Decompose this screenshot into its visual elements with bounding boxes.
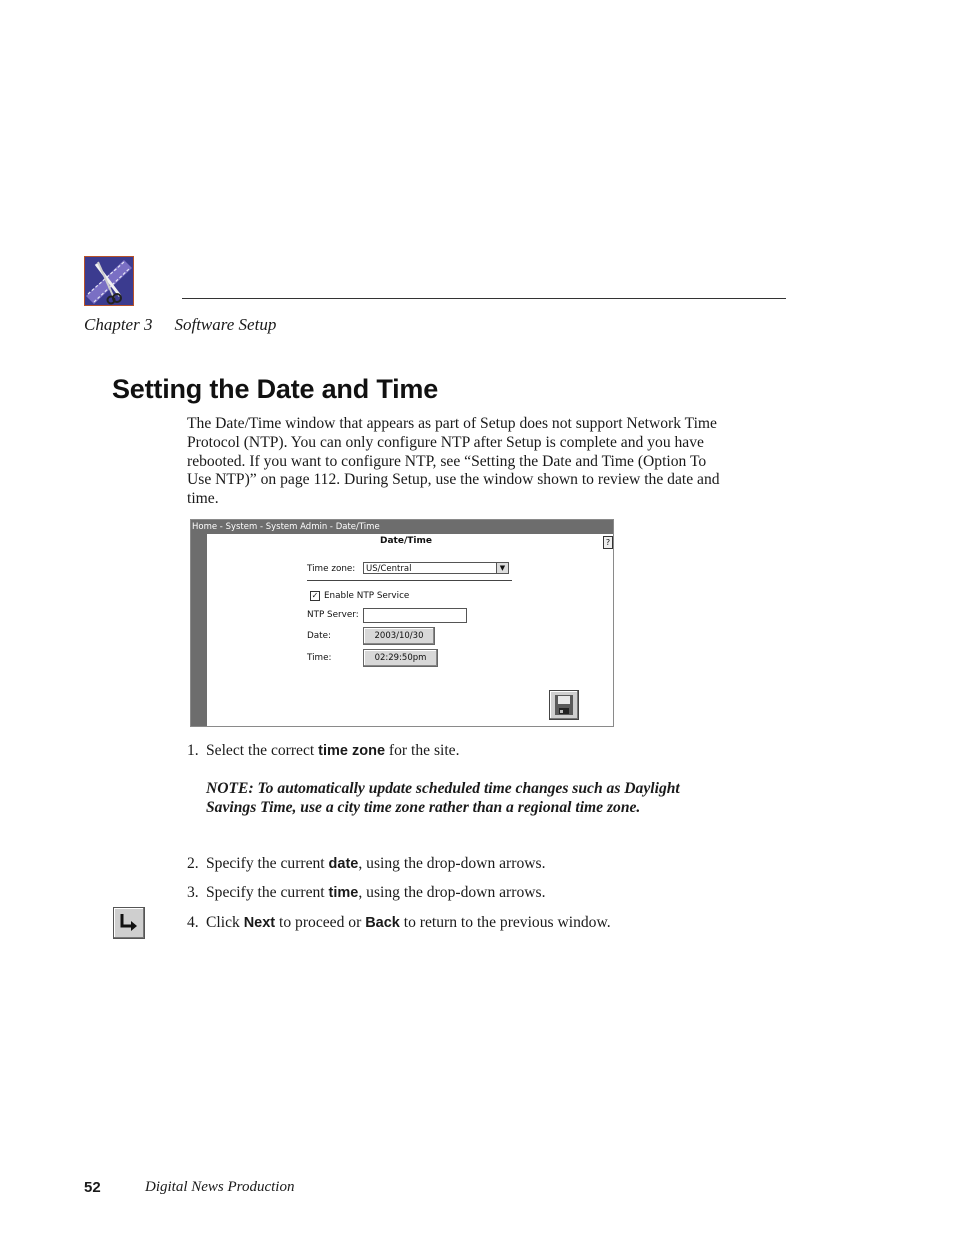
chapter-title: Software Setup xyxy=(174,315,277,334)
note-paragraph: NOTE: To automatically update scheduled time changes such as Daylight Savings Time, use a city time zone rather than a regional time zone. xyxy=(206,780,680,816)
breadcrumb[interactable]: Home - System - System Admin - Date/Time xyxy=(191,520,613,534)
window-title: Date/Time xyxy=(380,536,432,546)
step-number: 2. xyxy=(187,855,199,872)
date-time-window xyxy=(190,519,614,727)
step-2 xyxy=(187,855,545,873)
step-number: 4. xyxy=(187,914,199,931)
next-arrow-icon xyxy=(113,907,145,939)
step-text: Specify the current xyxy=(206,855,329,872)
save-button[interactable] xyxy=(549,690,579,720)
header-rule xyxy=(182,298,786,299)
step-number: 1. xyxy=(187,742,199,759)
keyword: Next xyxy=(243,915,276,931)
time-field[interactable]: 02:29:50pm xyxy=(363,649,438,667)
step-1 xyxy=(187,742,460,760)
step-text: Select the correct xyxy=(206,742,319,759)
step-text: to return to the previous window. xyxy=(399,914,611,931)
time-zone-select[interactable] xyxy=(363,562,509,574)
step-3 xyxy=(187,884,545,902)
chapter-heading xyxy=(84,315,276,335)
floppy-disk-icon xyxy=(550,691,578,719)
chevron-down-icon[interactable]: ▼ xyxy=(496,563,508,573)
help-icon[interactable]: ? xyxy=(603,536,613,549)
intro-paragraph: The Date/Time window that appears as part of Setup does not support Network Time Protocol (NTP). You can only configure NTP after Setup is complete and you have rebooted. If you want to configure NTP, see “Setting the Date and Time (Option To Use NTP)” on page 112. During Setup, use the window shown to review the date and time. xyxy=(187,415,720,508)
step-text: , using the drop-down arrows. xyxy=(358,855,546,872)
keyword: Back xyxy=(365,915,400,931)
film-strip-scissors-icon xyxy=(84,256,134,306)
step-text: Click xyxy=(206,914,244,931)
keyword: time zone xyxy=(318,743,386,759)
step-text: , using the drop-down arrows. xyxy=(358,884,546,901)
divider xyxy=(307,580,512,581)
step-text: Specify the current xyxy=(206,884,329,901)
step-text: for the site. xyxy=(385,742,460,759)
date-label: Date: xyxy=(307,631,331,641)
step-number: 3. xyxy=(187,884,199,901)
footer-title: Digital News Production xyxy=(145,1179,295,1195)
keyword: date xyxy=(328,856,359,872)
section-title: Setting the Date and Time xyxy=(112,374,439,404)
time-zone-label: Time zone: xyxy=(307,564,356,574)
sidebar xyxy=(191,534,207,726)
ntp-server-input[interactable] xyxy=(363,608,467,623)
step-text: to proceed or xyxy=(275,914,366,931)
ntp-server-label: NTP Server: xyxy=(307,610,359,620)
date-field[interactable]: 2003/10/30 xyxy=(363,627,435,645)
enable-ntp-label: Enable NTP Service xyxy=(324,591,410,601)
time-label: Time: xyxy=(307,653,332,663)
page-number: 52 xyxy=(84,1179,101,1196)
chapter-label: Chapter 3 xyxy=(84,315,153,334)
enable-ntp-checkbox[interactable]: ✓ xyxy=(311,591,319,600)
time-zone-value: US/Central xyxy=(366,564,412,574)
step-4 xyxy=(187,914,611,932)
keyword: time xyxy=(328,885,359,901)
